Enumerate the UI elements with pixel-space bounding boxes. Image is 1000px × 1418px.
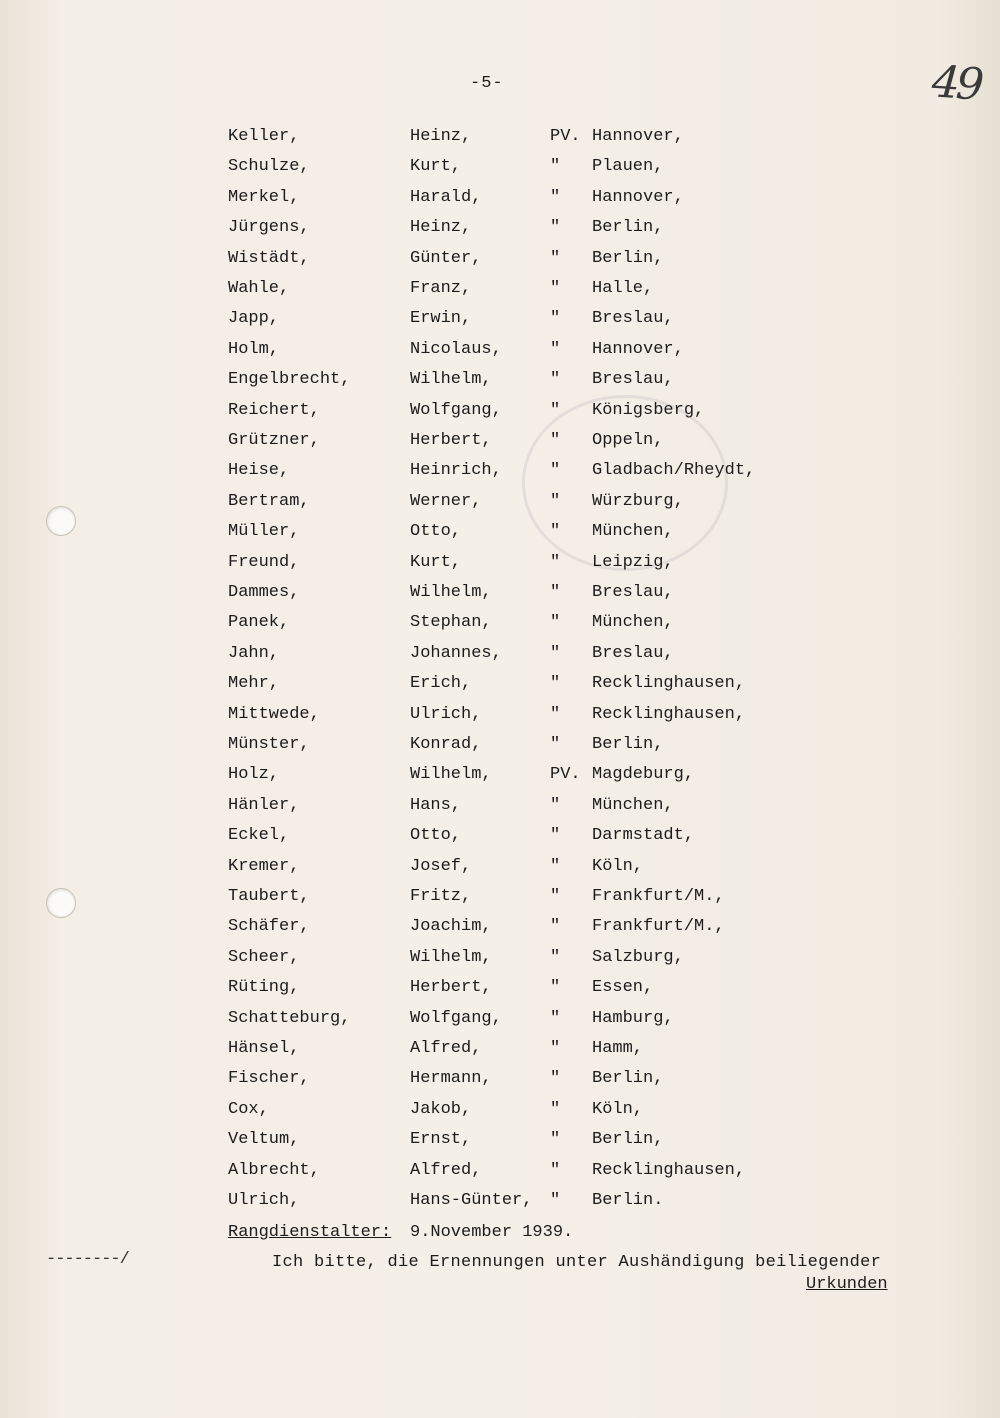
city: Hamburg,: [592, 1008, 674, 1028]
unit: ": [550, 978, 561, 998]
surname: Merkel,: [228, 187, 300, 207]
first-name: Günter,: [410, 248, 482, 268]
first-name: Ernst,: [410, 1130, 472, 1150]
city: Berlin,: [592, 1069, 664, 1089]
surname: Hänsel,: [228, 1039, 300, 1058]
city: Hannover,: [592, 187, 684, 207]
surname: Schatteburg,: [228, 1008, 351, 1028]
surname: Wahle,: [228, 279, 290, 298]
city: Hannover,: [592, 339, 684, 359]
first-name: Herbert,: [410, 431, 492, 450]
city: Breslau,: [592, 643, 674, 663]
first-name: Wilhelm,: [410, 947, 492, 967]
unit: ": [550, 1160, 561, 1180]
first-name: Ulrich,: [410, 704, 482, 724]
first-name: Harald,: [410, 187, 482, 207]
unit: ": [550, 583, 561, 602]
unit: ": [550, 735, 561, 754]
unit: PV.: [550, 765, 581, 785]
first-name: Erich,: [410, 674, 472, 694]
city: Plauen,: [592, 157, 664, 177]
city: München,: [592, 613, 674, 633]
city: Hamm,: [592, 1039, 644, 1058]
first-name: Heinrich,: [410, 461, 502, 481]
surname: Mittwede,: [228, 704, 320, 724]
unit: ": [550, 400, 561, 420]
surname: Ulrich,: [228, 1191, 300, 1210]
city: Salzburg,: [592, 947, 684, 967]
city: Hannover,: [592, 127, 684, 146]
unit: ": [550, 157, 561, 177]
surname: Wistädt,: [228, 248, 310, 268]
first-name: Kurt,: [410, 552, 462, 572]
first-name: Johannes,: [410, 643, 502, 663]
surname: Eckel,: [228, 826, 290, 846]
city: Königsberg,: [592, 400, 705, 420]
city: Magdeburg,: [592, 765, 695, 785]
city: Oppeln,: [592, 431, 664, 450]
first-name: Hans,: [410, 795, 462, 815]
first-name: Werner,: [410, 491, 482, 511]
unit: ": [550, 856, 561, 876]
city: Berlin,: [592, 735, 664, 754]
surname: Holz,: [228, 765, 280, 785]
first-name: Herbert,: [410, 978, 492, 998]
city: Halle,: [592, 279, 654, 298]
surname: Hänler,: [228, 795, 300, 815]
unit: ": [550, 370, 561, 390]
surname: Holm,: [228, 339, 280, 359]
unit: ": [550, 431, 561, 450]
first-name: Jakob,: [410, 1099, 472, 1119]
city: Recklinghausen,: [592, 674, 746, 694]
first-name: Fritz,: [410, 887, 472, 906]
city: Leipzig,: [592, 552, 674, 572]
first-name: Kurt,: [410, 157, 462, 177]
unit: ": [550, 522, 561, 542]
city: Breslau,: [592, 309, 674, 329]
unit: ": [550, 704, 561, 724]
surname: Kremer,: [228, 856, 300, 876]
unit: ": [550, 279, 561, 298]
first-name: Joachim,: [410, 917, 492, 937]
surname: Müller,: [228, 522, 300, 542]
city: Recklinghausen,: [592, 1160, 746, 1180]
unit: ": [550, 1008, 561, 1028]
unit: ": [550, 339, 561, 359]
surname: Jürgens,: [228, 218, 310, 238]
unit: ": [550, 826, 561, 846]
unit: ": [550, 1039, 561, 1058]
city: Gladbach/Rheydt,: [592, 461, 756, 481]
surname: Bertram,: [228, 491, 310, 511]
surname: Scheer,: [228, 947, 300, 967]
surname: Mehr,: [228, 674, 280, 694]
city: Berlin,: [592, 248, 664, 268]
surname: Taubert,: [228, 887, 310, 906]
punch-hole-top: [46, 506, 76, 536]
unit: ": [550, 917, 561, 937]
surname: Japp,: [228, 309, 280, 329]
folio-number: 49: [930, 56, 982, 111]
first-name: Wilhelm,: [410, 370, 492, 390]
unit: ": [550, 1130, 561, 1150]
surname: Veltum,: [228, 1130, 300, 1150]
first-name: Heinz,: [410, 218, 472, 238]
first-name: Alfred,: [410, 1039, 482, 1058]
surname: Rüting,: [228, 978, 300, 998]
surname: Münster,: [228, 735, 310, 754]
first-name: Josef,: [410, 856, 472, 876]
unit: ": [550, 1069, 561, 1089]
surname: Engelbrecht,: [228, 370, 351, 390]
surname: Keller,: [228, 127, 300, 146]
rangdienstalter-label: Rangdienstalter:: [228, 1223, 392, 1242]
surname: Dammes,: [228, 583, 300, 602]
first-name: Wolfgang,: [410, 1008, 502, 1028]
first-name: Wilhelm,: [410, 583, 492, 602]
city: Essen,: [592, 978, 654, 998]
surname: Grützner,: [228, 431, 320, 450]
surname: Heise,: [228, 461, 290, 481]
city: Würzburg,: [592, 491, 684, 511]
surname: Freund,: [228, 552, 300, 572]
first-name: Wilhelm,: [410, 765, 492, 785]
surname: Panek,: [228, 613, 290, 633]
city: Darmstadt,: [592, 826, 695, 846]
unit: ": [550, 552, 561, 572]
punch-hole-bottom: [46, 888, 76, 918]
first-name: Otto,: [410, 826, 462, 846]
surname: Fischer,: [228, 1069, 310, 1089]
city: Breslau,: [592, 370, 674, 390]
first-name: Heinz,: [410, 127, 472, 146]
first-name: Erwin,: [410, 309, 472, 329]
first-name: Otto,: [410, 522, 462, 542]
first-name: Hermann,: [410, 1069, 492, 1089]
unit: ": [550, 674, 561, 694]
unit: ": [550, 461, 561, 481]
surname: Cox,: [228, 1099, 269, 1119]
unit: PV.: [550, 127, 581, 146]
city: Berlin,: [592, 218, 664, 238]
unit: ": [550, 1099, 561, 1119]
unit: ": [550, 187, 561, 207]
closing-text-continued: Urkunden: [806, 1275, 888, 1294]
surname: Reichert,: [228, 400, 320, 420]
city: München,: [592, 522, 674, 542]
unit: ": [550, 643, 561, 663]
closing-text: Ich bitte, die Ernennungen unter Aushändigung beiliegender: [272, 1253, 882, 1272]
unit: ": [550, 309, 561, 329]
unit: ": [550, 887, 561, 906]
city: Frankfurt/M.,: [592, 917, 725, 937]
city: Köln,: [592, 1099, 644, 1119]
surname: Schäfer,: [228, 917, 310, 937]
first-name: Nicolaus,: [410, 339, 502, 359]
first-name: Stephan,: [410, 613, 492, 633]
unit: ": [550, 613, 561, 633]
surname: Schulze,: [228, 157, 310, 177]
city: Frankfurt/M.,: [592, 887, 725, 906]
first-name: Wolfgang,: [410, 400, 502, 420]
city: Berlin.: [592, 1191, 664, 1210]
unit: ": [550, 248, 561, 268]
first-name: Franz,: [410, 279, 472, 298]
first-name: Hans-Günter,: [410, 1191, 533, 1210]
unit: ": [550, 1191, 561, 1210]
city: Recklinghausen,: [592, 704, 746, 724]
unit: ": [550, 947, 561, 967]
unit: ": [550, 491, 561, 511]
surname: Albrecht,: [228, 1160, 320, 1180]
first-name: Konrad,: [410, 735, 482, 754]
city: München,: [592, 795, 674, 815]
first-name: Alfred,: [410, 1160, 482, 1180]
unit: ": [550, 795, 561, 815]
margin-mark: --------/: [46, 1250, 129, 1269]
rangdienstalter-value: 9.November 1939.: [410, 1223, 574, 1242]
surname: Jahn,: [228, 643, 280, 663]
bleed-through-stamp: [522, 395, 728, 571]
city: Köln,: [592, 856, 644, 876]
city: Berlin,: [592, 1130, 664, 1150]
unit: ": [550, 218, 561, 238]
page-number: -5-: [470, 74, 504, 93]
city: Breslau,: [592, 583, 674, 602]
